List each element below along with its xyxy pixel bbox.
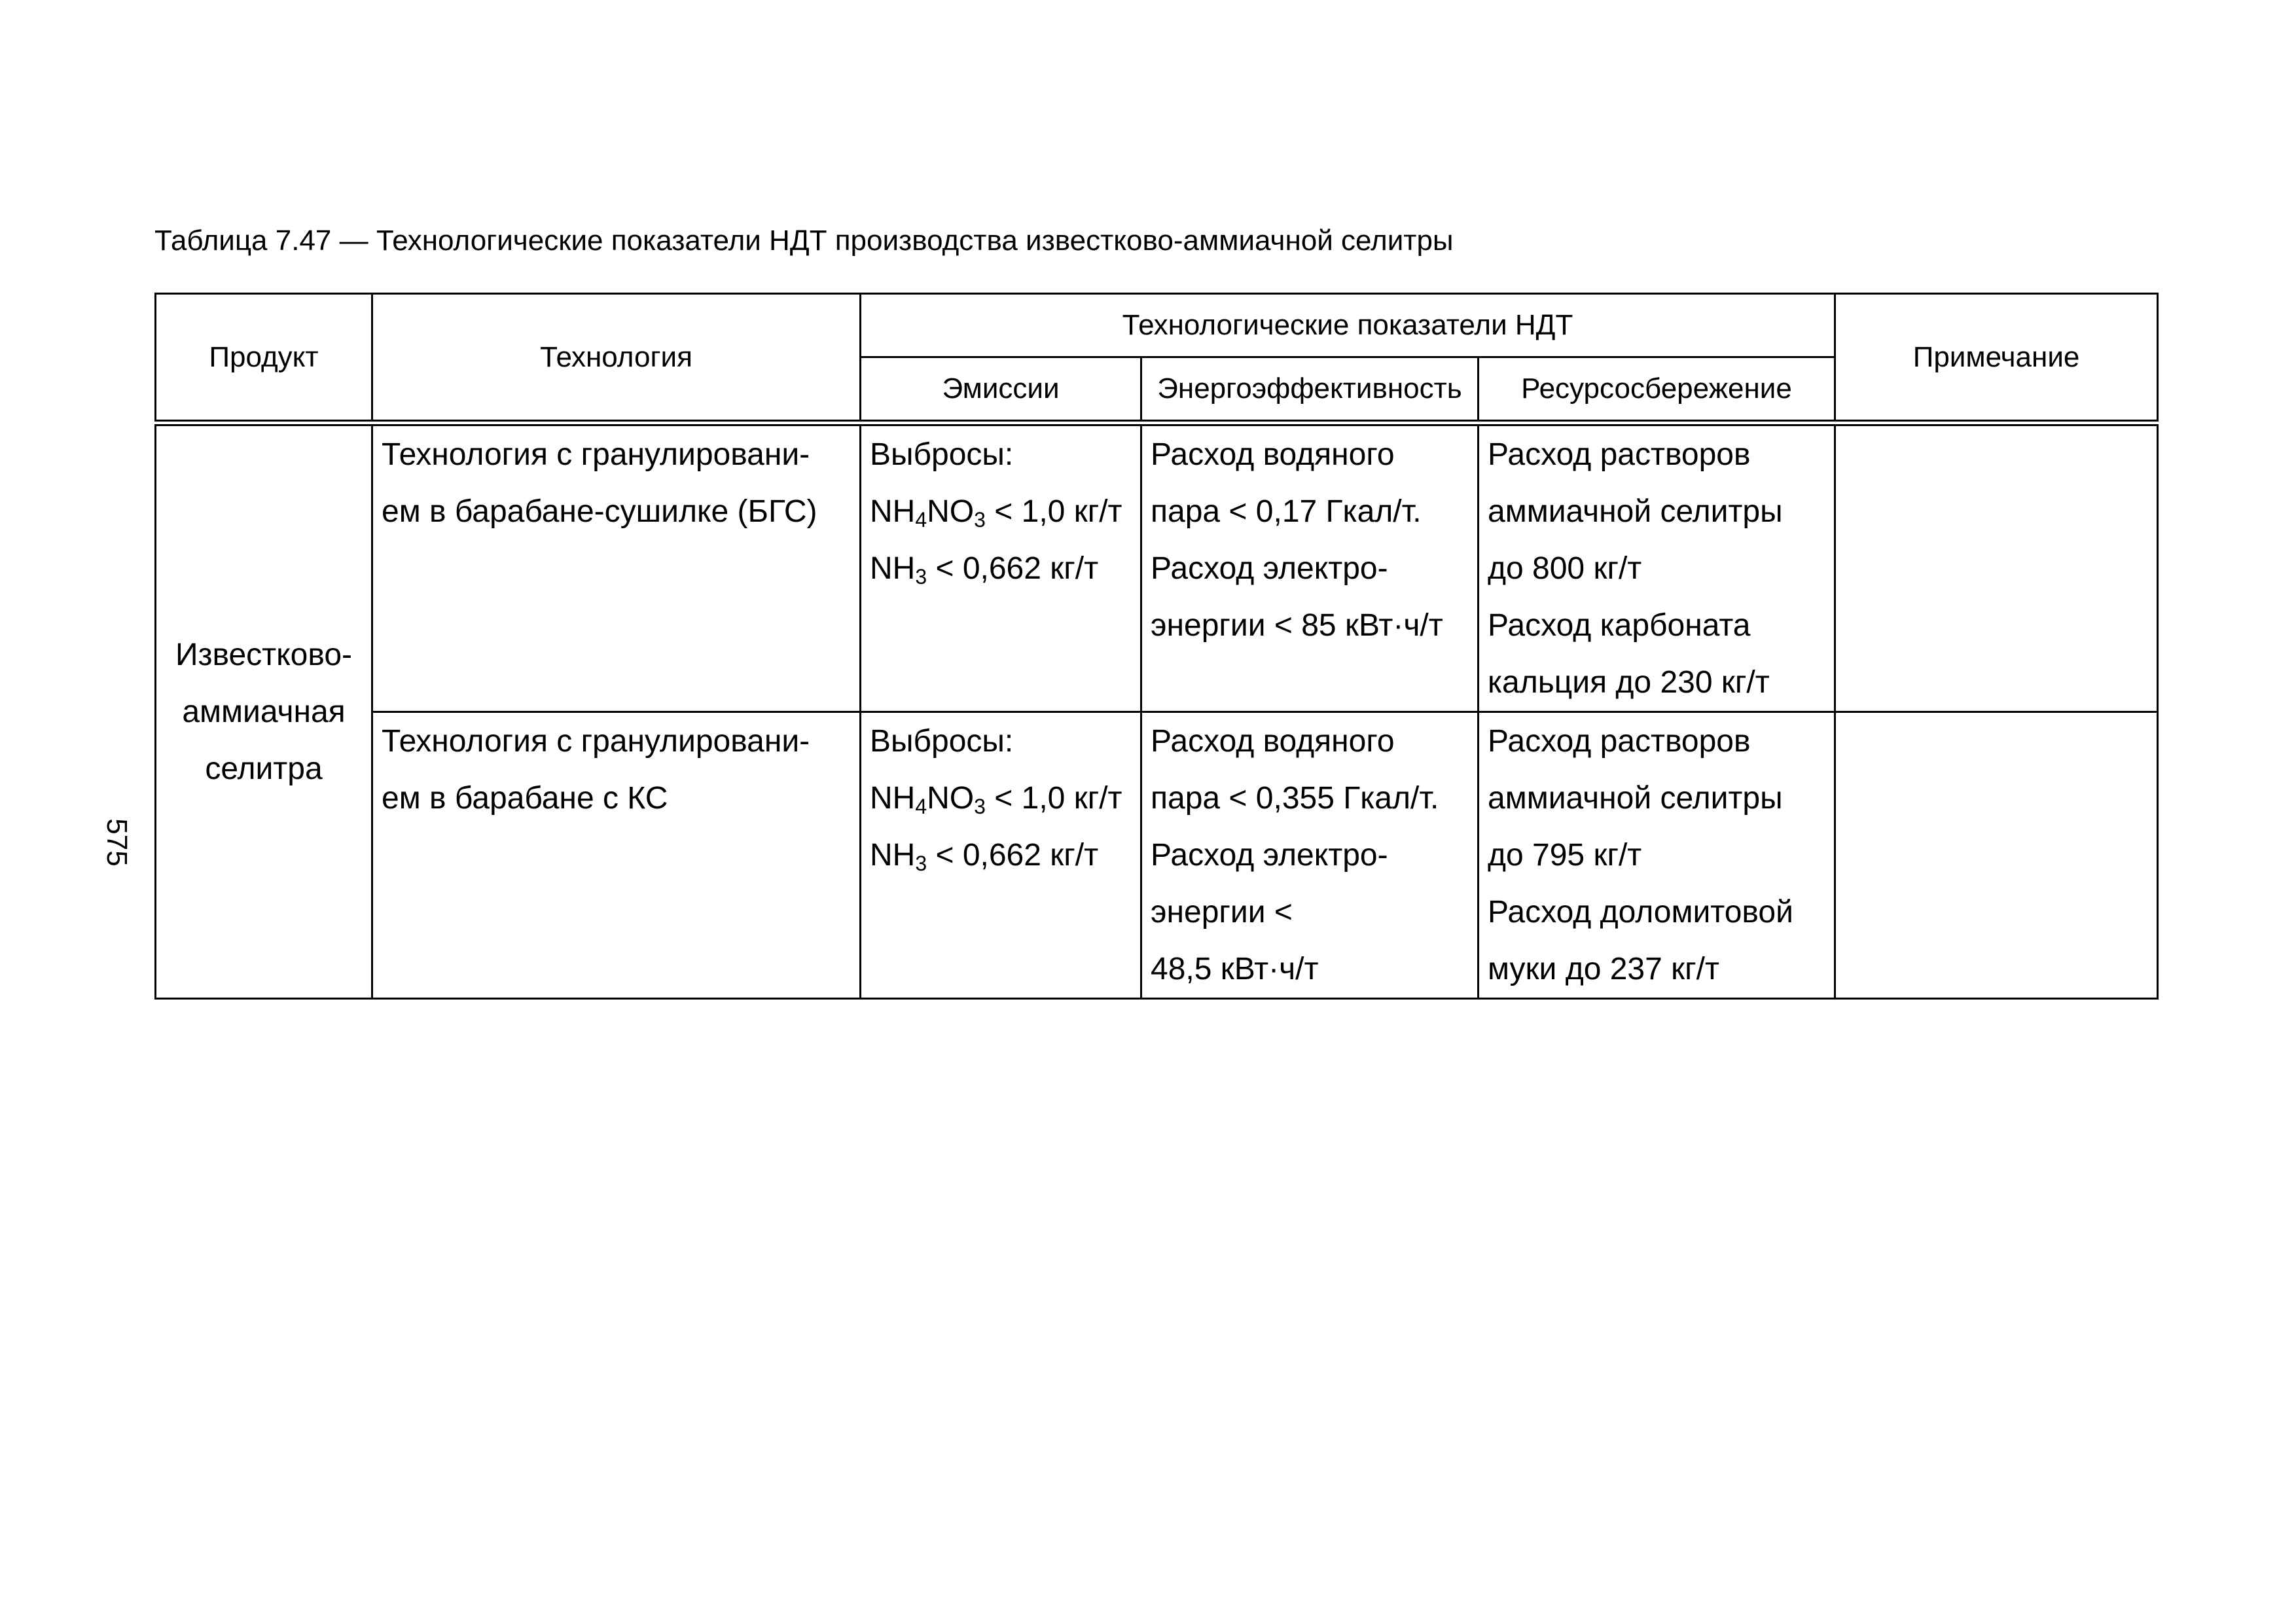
table-row xyxy=(156,712,2158,999)
resources-cell xyxy=(1479,423,1835,712)
technology-line: Технология с гранулировани- xyxy=(382,724,810,759)
resources-line: Расход растворов xyxy=(1488,724,1751,759)
formula-subscript: 3 xyxy=(974,795,986,818)
formula-part: NH xyxy=(870,551,916,586)
product-line: Известково- xyxy=(175,638,353,672)
resources-line: муки до 237 кг/т xyxy=(1488,952,1719,986)
formula-part: NH xyxy=(870,838,916,873)
resources-line: аммиачной селитры xyxy=(1488,781,1783,816)
technology-cell xyxy=(372,423,861,712)
resources-line: до 795 кг/т xyxy=(1488,838,1642,873)
resources-line: Расход растворов xyxy=(1488,437,1751,472)
technology-line: Технология с гранулировани- xyxy=(382,437,810,472)
note-cell xyxy=(1835,423,2158,712)
energy-cell xyxy=(1141,712,1479,999)
header-note: Примечание xyxy=(1835,294,2158,424)
product-line: аммиачная xyxy=(182,695,346,729)
header-indicators: Технологические показатели НДТ xyxy=(861,294,1835,357)
resources-line: аммиачной селитры xyxy=(1488,494,1783,529)
energy-line: 48,5 кВт·ч/т xyxy=(1151,952,1319,986)
emissions-cell xyxy=(861,423,1141,712)
header-emissions: Эмиссии xyxy=(861,357,1141,424)
emission-value-line xyxy=(870,770,1140,827)
emissions-label: Выбросы: xyxy=(870,724,1014,759)
formula-part: NO xyxy=(927,494,975,529)
resources-line: Расход доломитовой xyxy=(1488,895,1793,929)
table-header-row xyxy=(156,294,2158,357)
resources-cell xyxy=(1479,712,1835,999)
emission-limit: < 0,662 кг/т xyxy=(927,838,1099,873)
energy-line: пара < 0,355 Гкал/т. xyxy=(1151,781,1439,816)
formula-part: NH xyxy=(870,781,916,816)
energy-line: Расход водяного xyxy=(1151,437,1395,472)
technology-line: ем в барабане с КС xyxy=(382,781,668,816)
bat-indicators-table xyxy=(154,293,2159,1000)
formula-subscript: 4 xyxy=(915,508,927,532)
product-line: селитра xyxy=(205,751,323,786)
emission-limit: < 1,0 кг/т xyxy=(985,494,1122,529)
emission-value-line xyxy=(870,483,1140,540)
formula-part: NO xyxy=(927,781,975,816)
header-product: Продукт xyxy=(156,294,372,424)
emissions-cell xyxy=(861,712,1141,999)
energy-line: пара < 0,17 Гкал/т. xyxy=(1151,494,1422,529)
energy-line: Расход водяного xyxy=(1151,724,1395,759)
energy-line: Расход электро- xyxy=(1151,838,1388,873)
resources-line: до 800 кг/т xyxy=(1488,551,1642,586)
formula-subscript: 3 xyxy=(915,852,927,875)
formula-subscript: 3 xyxy=(915,565,927,588)
header-energy-efficiency: Энергоэффективность xyxy=(1141,357,1479,424)
table-row xyxy=(156,423,2158,712)
emission-limit: < 1,0 кг/т xyxy=(985,781,1122,816)
formula-subscript: 3 xyxy=(974,508,986,532)
formula-subscript: 4 xyxy=(915,795,927,818)
page-number: 575 xyxy=(101,818,133,867)
emission-limit: < 0,662 кг/т xyxy=(927,551,1099,586)
product-cell xyxy=(156,423,372,999)
header-resource-saving: Ресурсосбережение xyxy=(1479,357,1835,424)
header-technology: Технология xyxy=(372,294,861,424)
resources-line: кальция до 230 кг/т xyxy=(1488,665,1770,700)
formula-part: NH xyxy=(870,494,916,529)
energy-cell xyxy=(1141,423,1479,712)
energy-line: Расход электро- xyxy=(1151,551,1388,586)
energy-line: энергии < 85 кВт·ч/т xyxy=(1151,608,1443,643)
technology-cell xyxy=(372,712,861,999)
emission-value-line xyxy=(870,540,1140,597)
emission-value-line xyxy=(870,827,1140,884)
resources-line: Расход карбоната xyxy=(1488,608,1751,643)
table-caption: Таблица 7.47 — Технологические показатели НДТ производства известково-аммиачной селитры xyxy=(154,225,1454,257)
technology-line: ем в барабане-сушилке (БГС) xyxy=(382,494,817,529)
emissions-label: Выбросы: xyxy=(870,437,1014,472)
energy-line: энергии < xyxy=(1151,895,1293,929)
note-cell xyxy=(1835,712,2158,999)
